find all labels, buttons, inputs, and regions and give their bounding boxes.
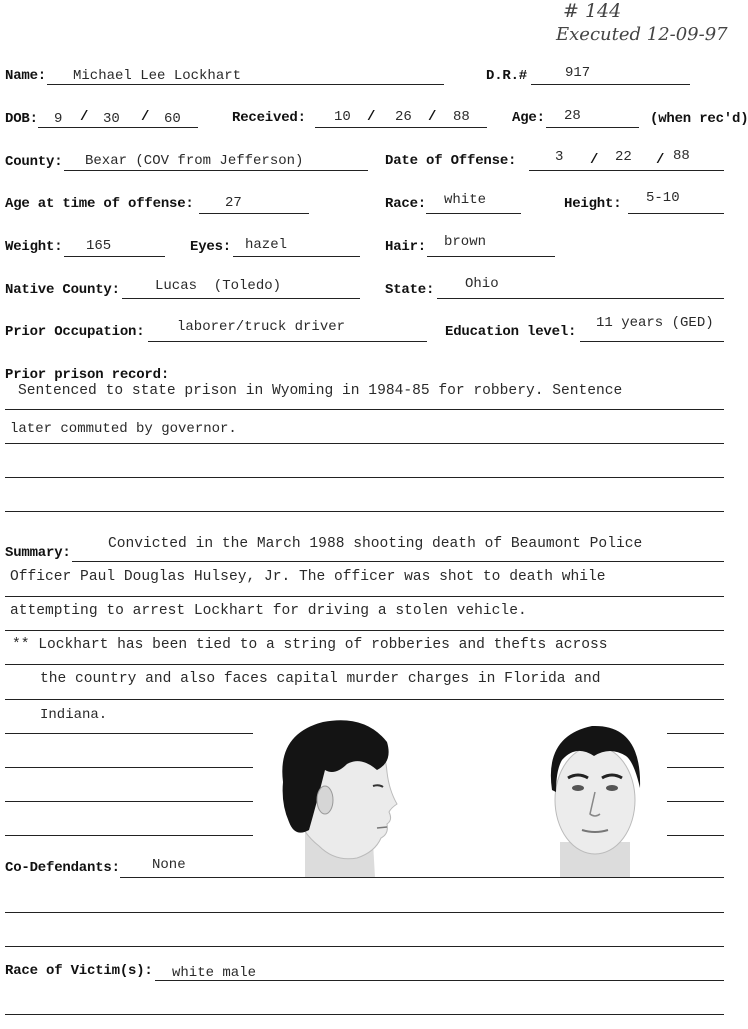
offense-sep-1: /	[590, 152, 599, 168]
offense-day: 22	[615, 149, 632, 165]
dr-label: D.R.#	[486, 68, 528, 84]
county-label: County:	[5, 154, 63, 170]
education-label: Education level:	[445, 324, 577, 340]
dob-sep-2: /	[141, 109, 150, 125]
summary-line-4: ** Lockhart has been tied to a string of robberies and thefts across	[12, 637, 608, 653]
offense-date-label: Date of Offense:	[385, 153, 517, 169]
summary-line-2: Officer Paul Douglas Hulsey, Jr. The officer was shot to death while	[10, 569, 606, 585]
weight-label: Weight:	[5, 239, 63, 255]
summary-line-3: attempting to arrest Lockhart for driving a stolen vehicle.	[10, 603, 527, 619]
native-county-value: Lucas (Toledo)	[155, 278, 282, 294]
dob-year: 60	[164, 111, 181, 127]
occupation-value: laborer/truck driver	[177, 319, 346, 335]
dob-month: 9	[54, 111, 63, 127]
dob-label: DOB:	[5, 111, 38, 127]
summary-line-5: the country and also faces capital murder charges in Florida and	[40, 671, 601, 687]
received-label: Received:	[232, 110, 306, 126]
age-label: Age:	[512, 110, 545, 126]
hair-label: Hair:	[385, 239, 427, 255]
offense-sep-2: /	[656, 152, 665, 168]
occupation-label: Prior Occupation:	[5, 324, 145, 340]
received-sep-2: /	[428, 109, 437, 125]
height-label: Height:	[564, 196, 622, 212]
dob-sep-1: /	[80, 109, 89, 125]
handwritten-executed-date: Executed 12-09-97	[556, 24, 728, 45]
received-day: 26	[395, 109, 412, 125]
age-at-offense-value: 27	[225, 195, 242, 211]
county-value: Bexar (COV from Jefferson)	[85, 153, 304, 169]
age-note: (when rec'd)	[650, 111, 748, 127]
victim-race-value: white male	[172, 965, 257, 981]
name-value: Michael Lee Lockhart	[73, 68, 242, 84]
race-value: white	[444, 192, 487, 208]
prior-record-line-1: Sentenced to state prison in Wyoming in 1984-85 for robbery. Sentence	[18, 383, 623, 399]
received-sep-1: /	[367, 109, 376, 125]
native-county-label: Native County:	[5, 282, 120, 298]
height-value: 5-10	[646, 190, 680, 206]
summary-label: Summary:	[5, 545, 71, 561]
eyes-label: Eyes:	[190, 239, 232, 255]
summary-line-6: Indiana.	[40, 707, 108, 723]
offense-month: 3	[555, 149, 564, 165]
prior-record-line-2: later commuted by governor.	[10, 421, 237, 437]
prior-record-label: Prior prison record:	[5, 367, 170, 383]
state-value: Ohio	[465, 276, 499, 292]
codefendants-label: Co-Defendants:	[5, 860, 120, 876]
victim-race-label: Race of Victim(s):	[5, 963, 153, 979]
eyes-value: hazel	[245, 237, 288, 253]
age-at-offense-label: Age at time of offense:	[5, 196, 194, 212]
mugshot-panel	[255, 712, 665, 878]
race-label: Race:	[385, 196, 427, 212]
summary-line-1: Convicted in the March 1988 shooting death of Beaumont Police	[108, 536, 643, 552]
received-year: 88	[453, 109, 470, 125]
dr-value: 917	[565, 65, 591, 81]
dob-day: 30	[103, 111, 120, 127]
name-label: Name:	[5, 68, 47, 84]
state-label: State:	[385, 282, 435, 298]
received-month: 10	[334, 109, 351, 125]
front-photo-icon	[530, 712, 660, 878]
handwritten-number: # 144	[563, 0, 622, 22]
education-value: 11 years (GED)	[596, 315, 714, 331]
codefendants-value: None	[152, 857, 186, 873]
age-value: 28	[564, 108, 581, 124]
profile-photo-icon	[265, 712, 415, 878]
offense-year: 88	[673, 148, 690, 164]
hair-value: brown	[444, 234, 487, 250]
weight-value: 165	[86, 238, 112, 254]
